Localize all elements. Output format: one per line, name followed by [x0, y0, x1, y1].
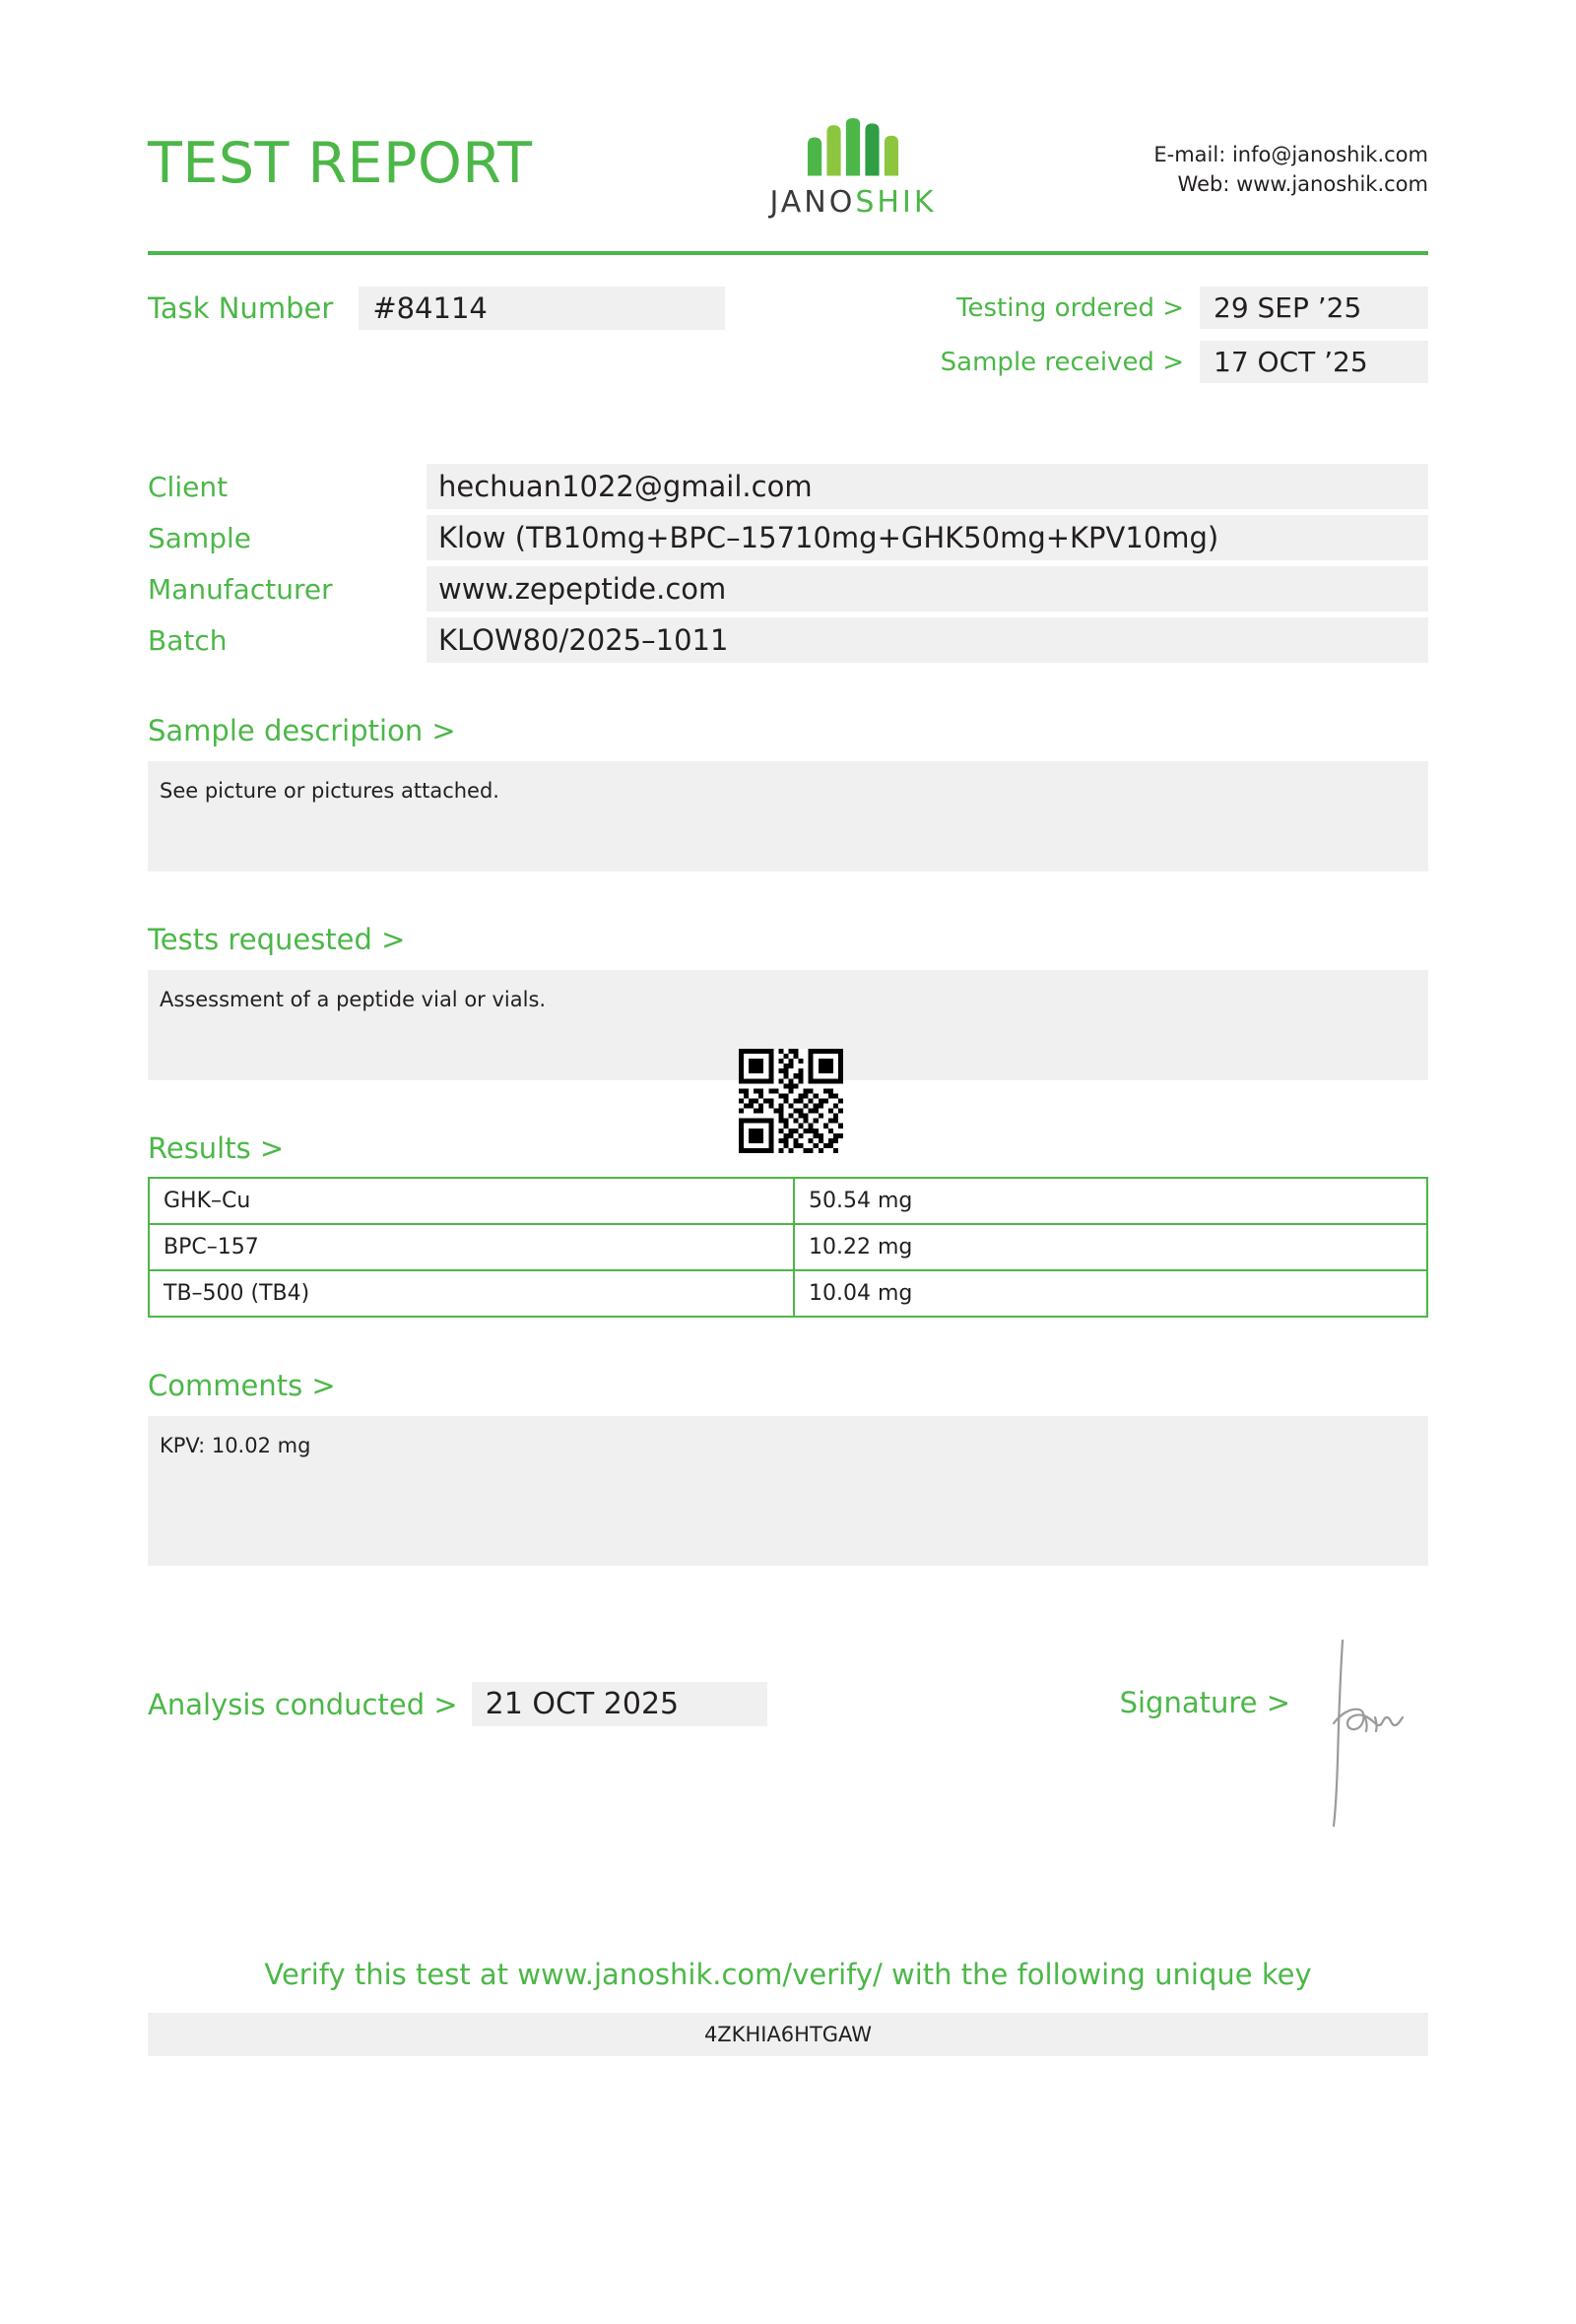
result-name: TB–500 (TB4)	[149, 1270, 794, 1317]
analysis-conducted-group	[148, 1682, 767, 1726]
task-number-label: Task Number	[148, 291, 334, 325]
signature-group	[1120, 1682, 1428, 1830]
info-row-batch	[148, 617, 1428, 663]
testing-ordered-row	[956, 287, 1428, 329]
analysis-conducted-label: Analysis conducted >	[148, 1687, 458, 1721]
result-value: 50.54 mg	[794, 1178, 1427, 1224]
info-row-sample	[148, 515, 1428, 560]
result-name: BPC–157	[149, 1224, 794, 1270]
table-row	[149, 1178, 1427, 1224]
info-table	[148, 464, 1428, 663]
dates-group	[941, 287, 1428, 383]
logo-word-dark: JANO	[769, 185, 856, 220]
manufacturer-label: Manufacturer	[148, 573, 333, 606]
logo-word-green: SHIK	[855, 185, 937, 220]
sample-received-label: Sample received >	[940, 347, 1184, 377]
result-value: 10.22 mg	[794, 1224, 1427, 1270]
testing-ordered-value: 29 SEP ’25	[1200, 287, 1428, 329]
info-row-manufacturer	[148, 566, 1428, 612]
table-row	[149, 1224, 1427, 1270]
sample-value: Klow (TB10mg+BPC–15710mg+GHK50mg+KPV10mg)	[427, 515, 1428, 560]
table-row	[149, 1270, 1427, 1317]
analysis-conducted-date: 21 OCT 2025	[472, 1682, 767, 1726]
verify-text: Verify this test at www.janoshik.com/verify/ with the following unique key	[264, 1958, 1312, 1991]
sample-description-title: Sample description >	[148, 714, 456, 747]
unique-key: 4ZKHIA6HTGAW	[148, 2013, 1428, 2056]
contact-email: E-mail: info@janoshik.com	[1153, 143, 1428, 166]
janoshik-logo	[769, 118, 936, 220]
tests-requested-text: Assessment of a peptide vial or vials.	[148, 970, 1428, 1080]
batch-value: KLOW80/2025–1011	[427, 617, 1428, 663]
task-row	[148, 287, 1428, 383]
sample-received-row	[941, 341, 1428, 383]
contact-block	[1153, 140, 1428, 200]
signature-image	[1310, 1633, 1428, 1830]
page-title: TEST REPORT	[148, 131, 533, 196]
logo-wordmark	[769, 185, 936, 220]
analysis-row	[148, 1682, 1428, 1830]
results-table	[148, 1177, 1428, 1318]
tests-requested-title: Tests requested >	[148, 923, 406, 956]
qr-code	[739, 1049, 843, 1157]
sample-received-value: 17 OCT ’25	[1200, 341, 1428, 383]
signature-label: Signature >	[1119, 1686, 1290, 1719]
info-row-client	[148, 464, 1428, 509]
results-title: Results >	[148, 1131, 285, 1165]
contact-web: Web: www.janoshik.com	[1177, 172, 1428, 197]
comments-text: KPV: 10.02 mg	[148, 1416, 1428, 1566]
testing-ordered-label: Testing ordered >	[956, 292, 1184, 323]
results-header	[148, 1080, 1428, 1165]
task-number-value: #84114	[359, 287, 725, 330]
mountain-logo-icon	[794, 118, 912, 179]
sample-label: Sample	[148, 522, 251, 554]
comments-title: Comments >	[148, 1369, 336, 1402]
header-divider	[148, 251, 1428, 255]
client-label: Client	[148, 471, 229, 503]
result-name: GHK–Cu	[149, 1178, 794, 1224]
result-value: 10.04 mg	[794, 1270, 1427, 1317]
task-number-group	[148, 287, 725, 330]
qr-code-image	[739, 1049, 843, 1153]
report-header	[148, 0, 1428, 220]
sample-description-text: See picture or pictures attached.	[148, 761, 1428, 872]
batch-label: Batch	[148, 624, 228, 657]
manufacturer-value: www.zepeptide.com	[427, 566, 1428, 612]
client-value: hechuan1022@gmail.com	[427, 464, 1428, 509]
